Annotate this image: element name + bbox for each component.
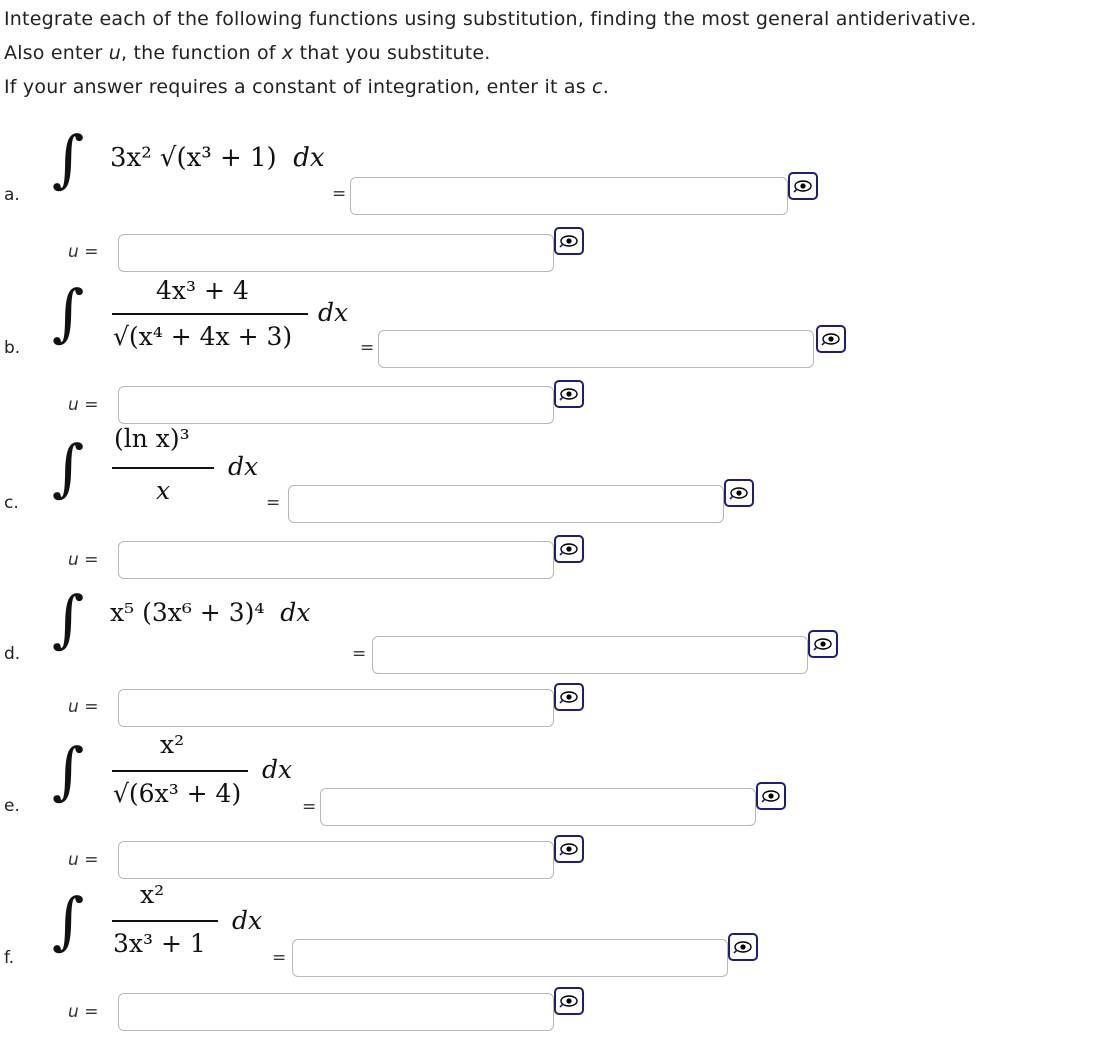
instruction-line-3: If your answer requires a constant of integration, enter it as c.: [4, 76, 609, 98]
integral-sign: ∫: [52, 276, 85, 349]
answer-input-f[interactable]: [292, 939, 728, 977]
eye-preview-icon: [558, 540, 580, 558]
instructions: [4, 2, 977, 104]
equals-sign-e: =: [302, 797, 317, 817]
denominator-e: √(6x³ + 4): [113, 779, 242, 808]
equals-sign-a: =: [332, 184, 347, 204]
u-input-f[interactable]: [118, 993, 554, 1031]
problem-label-c: c.: [4, 493, 19, 513]
preview-button-u-b[interactable]: [554, 380, 584, 408]
answer-input-d[interactable]: [372, 636, 808, 674]
u-label-b: u =: [68, 395, 99, 415]
differential-f: dx: [232, 906, 263, 935]
eye-preview-icon: [812, 635, 834, 653]
integrand-d: x⁵ (3x⁶ + 3)⁴ dx: [110, 598, 311, 627]
equals-sign-d: =: [352, 644, 367, 664]
differential-c: dx: [228, 452, 259, 481]
numerator-f: x²: [140, 880, 165, 909]
fraction-bar-c: [112, 467, 214, 469]
numerator-c: (ln x)³: [114, 424, 190, 453]
answer-input-b[interactable]: [378, 330, 814, 368]
answer-input-c[interactable]: [288, 485, 724, 523]
equals-sign-f: =: [272, 948, 287, 968]
instruction-line-1: Integrate each of the following functions using substitution, finding the most general antiderivative.: [4, 8, 977, 30]
integral-sign: ∫: [52, 431, 85, 504]
preview-button-e[interactable]: [756, 782, 786, 810]
instruction-line-2: Also enter u, the function of x that you substitute.: [4, 42, 491, 64]
u-label-a: u =: [68, 242, 99, 262]
answer-input-e[interactable]: [320, 788, 756, 826]
problem-label-a: a.: [4, 185, 20, 205]
preview-button-u-e[interactable]: [554, 835, 584, 863]
fraction-bar-f: [112, 920, 218, 922]
preview-button-c[interactable]: [724, 479, 754, 507]
eye-preview-icon: [760, 787, 782, 805]
problem-label-b: b.: [4, 338, 21, 358]
integral-sign: ∫: [52, 122, 85, 195]
equals-sign-c: =: [266, 493, 281, 513]
eye-preview-icon: [558, 840, 580, 858]
problem-label-f: f.: [4, 948, 15, 968]
preview-button-u-a[interactable]: [554, 227, 584, 255]
differential-b: dx: [318, 298, 349, 327]
u-input-d[interactable]: [118, 689, 554, 727]
denominator-c: x: [156, 476, 171, 505]
preview-button-d[interactable]: [808, 630, 838, 658]
eye-preview-icon: [558, 688, 580, 706]
u-label-c: u =: [68, 550, 99, 570]
problem-label-d: d.: [4, 644, 21, 664]
eye-preview-icon: [732, 938, 754, 956]
eye-preview-icon: [558, 385, 580, 403]
preview-button-f[interactable]: [728, 933, 758, 961]
u-label-d: u =: [68, 697, 99, 717]
u-input-a[interactable]: [118, 234, 554, 272]
integral-sign: ∫: [52, 582, 85, 655]
preview-button-b[interactable]: [816, 325, 846, 353]
preview-button-u-f[interactable]: [554, 987, 584, 1015]
fraction-bar-e: [112, 770, 248, 772]
integral-sign: ∫: [52, 734, 85, 807]
u-input-c[interactable]: [118, 541, 554, 579]
denominator-f: 3x³ + 1: [113, 929, 206, 958]
u-input-b[interactable]: [118, 386, 554, 424]
numerator-e: x²: [160, 730, 185, 759]
denominator-b: √(x⁴ + 4x + 3): [113, 322, 293, 351]
eye-preview-icon: [558, 992, 580, 1010]
eye-preview-icon: [792, 177, 814, 195]
u-label-e: u =: [68, 850, 99, 870]
u-label-f: u =: [68, 1002, 99, 1022]
preview-button-u-c[interactable]: [554, 535, 584, 563]
problem-label-e: e.: [4, 796, 20, 816]
fraction-bar-b: [112, 313, 308, 315]
integral-sign: ∫: [52, 884, 85, 957]
differential-e: dx: [262, 755, 293, 784]
u-input-e[interactable]: [118, 841, 554, 879]
eye-preview-icon: [820, 330, 842, 348]
equals-sign-b: =: [360, 338, 375, 358]
eye-preview-icon: [558, 232, 580, 250]
integrand-a: 3x² √(x³ + 1) dx: [110, 143, 325, 173]
preview-button-u-d[interactable]: [554, 683, 584, 711]
eye-preview-icon: [728, 484, 750, 502]
preview-button-a[interactable]: [788, 172, 818, 200]
answer-input-a[interactable]: [350, 177, 788, 215]
numerator-b: 4x³ + 4: [156, 276, 249, 305]
